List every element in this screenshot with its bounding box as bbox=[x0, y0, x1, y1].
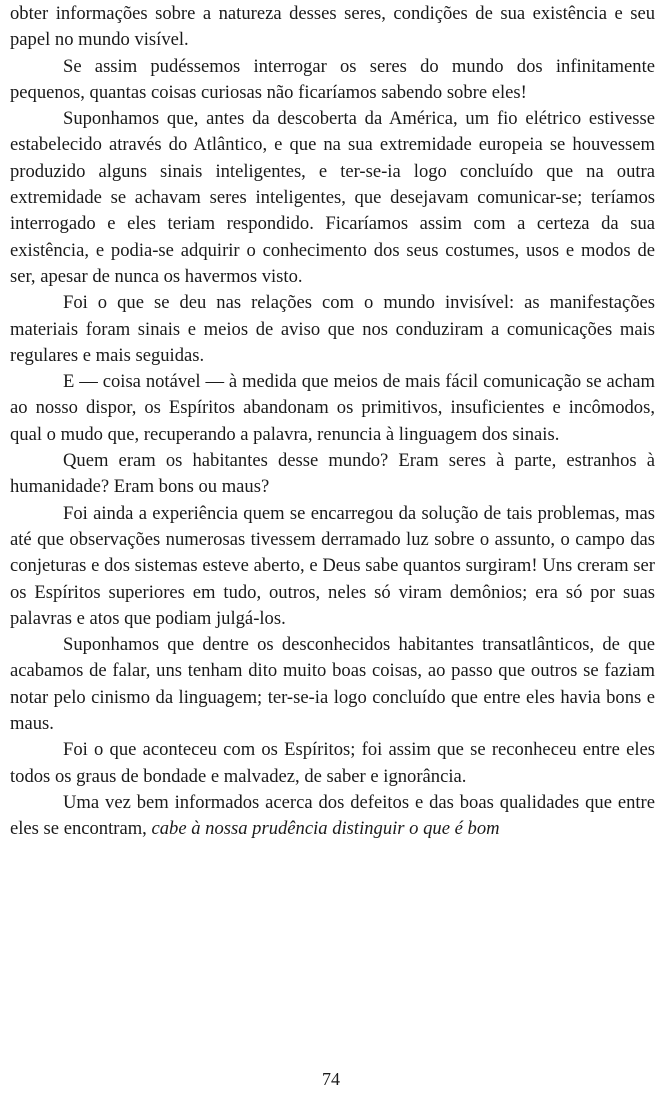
page-number: 74 bbox=[322, 1069, 340, 1089]
paragraph: Suponhamos que dentre os desconhecidos habitantes transatlânticos, de que acabamos de falar, uns tenham dito muito boas coisas, ao passo que outros se faziam notar pelo cinismo da linguagem; ter-se-ia logo concluído que entre eles havia bons e maus. bbox=[10, 634, 655, 735]
page-body bbox=[10, 1, 655, 843]
paragraph: Se assim pudéssemos interrogar os seres do mundo dos infinitamente pequenos, quantas coisas curiosas não ficaríamos sabendo sobre eles! bbox=[10, 55, 655, 103]
paragraph: Quem eram os habitantes desse mundo? Eram seres à parte, estranhos à humanidade? Eram bons ou maus? bbox=[10, 450, 655, 498]
paragraph: Foi ainda a experiência quem se encarregou da solução de tais problemas, mas até que observações numerosas tivessem derramado luz sobre o assunto, o campo das conjeturas e dos sistemas esteve aberto, e Deus sabe quantos surgiram! Uns creram ser os Espíritos superiores em tudo, outros, neles só viram demônios; era só por suas palavras e atos que podiam julgá-los. bbox=[10, 502, 655, 629]
paragraph: E — coisa notável — à medida que meios de mais fácil comunicação se acham ao nosso dispor, os Espíritos abandonam os primitivos, insuficientes e incômodos, qual o mudo que, recuperando a palavra, renuncia à linguagem dos sinais. bbox=[10, 371, 655, 445]
paragraph: obter informações sobre a natureza desses seres, condições de sua existência e seu papel no mundo visível. bbox=[10, 3, 655, 51]
paragraph-text: Uma vez bem informados acerca dos defeitos e das boas qualidades que entre eles se encontram, bbox=[10, 791, 655, 840]
paragraph: Suponhamos que, antes da descoberta da América, um fio elétrico estivesse estabelecido através do Atlântico, e que na sua extremidade europeia se houvessem produzido alguns sinais inteligentes, e ter-se-ia logo concluído que na outra extremidade se achavam seres inteligentes, que desejavam comunicar-se; teríamos interrogado e eles teriam respondido. Ficaríamos assim com a certeza da sua existência, e podia-se adquirir o conhecimento dos seus costumes, usos e modos de ser, apesar de nunca os havermos visto. bbox=[10, 108, 655, 287]
emphasized-text: cabe à nossa prudência distinguir o que é bom bbox=[151, 818, 500, 840]
last-paragraph bbox=[10, 790, 655, 843]
paragraph: Foi o que se deu nas relações com o mundo invisível: as manifestações materiais foram sinais e meios de aviso que nos conduziram a comunicações mais regulares e mais seguidas. bbox=[10, 292, 655, 366]
paragraph: Foi o que aconteceu com os Espíritos; foi assim que se reconheceu entre eles todos os graus de bondade e malvadez, de saber e ignorância. bbox=[10, 739, 655, 787]
